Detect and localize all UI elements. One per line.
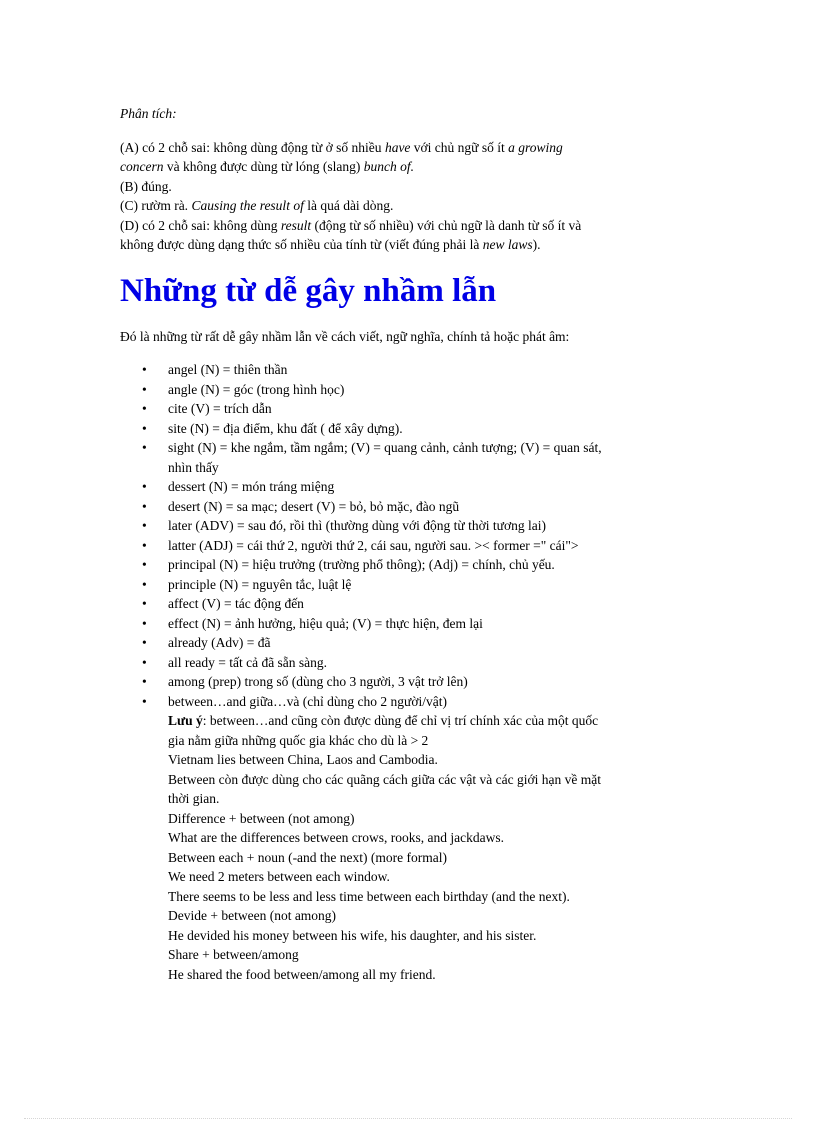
list-item <box>120 477 695 497</box>
bullet-icon: • <box>142 479 147 494</box>
note-line: There seems to be less and less time between each birthday (and the next). <box>168 888 570 904</box>
bullet-icon: • <box>142 518 147 533</box>
list-item <box>120 653 695 673</box>
note-line: What are the differences between crows, rooks, and jackdaws. <box>168 830 504 845</box>
bullet-icon: • <box>142 674 147 689</box>
list-item <box>120 672 695 692</box>
list-item-text: latter (ADJ) = cái thứ 2, người thứ 2, cái sau, người sau. >< former =" cái"> <box>168 537 579 553</box>
list-item-text: sight (N) = khe ngắm, tầm ngắm; (V) = quang cảnh, cảnh tượng; (V) = quan sát, <box>168 440 602 455</box>
list-item-text: between…and giữa…và (chỉ dùng cho 2 người/vật) <box>168 693 447 709</box>
list-item-text: affect (V) = tác động đến <box>168 596 304 611</box>
bullet-icon: • <box>142 537 147 553</box>
note-first-line: Lưu ý: between…and cũng còn được dùng để chỉ vị trí chính xác của một quốc <box>168 713 599 728</box>
note-line: He devided his money between his wife, his daughter, and his sister. <box>168 927 537 943</box>
list-item-text: site (N) = địa điểm, khu đất ( để xây dựng). <box>168 420 403 436</box>
analysis-heading: Phân tích: <box>120 106 177 121</box>
list-item <box>120 594 695 614</box>
bullet-icon: • <box>142 615 147 631</box>
bullet-icon: • <box>142 693 147 709</box>
note-line: Difference + between (not among) <box>168 810 355 826</box>
note-line: gia nằm giữa những quốc gia khác cho dù là > 2 <box>168 732 429 748</box>
bullet-icon: • <box>142 381 147 397</box>
list-item-text: effect (N) = ảnh hưởng, hiệu quả; (V) = thực hiện, đem lại <box>168 615 483 631</box>
note-lines <box>120 731 695 985</box>
list-item-text: all ready = tất cả đã sẵn sàng. <box>168 654 328 670</box>
list-item <box>120 516 695 536</box>
analysis-a-line1: (A) có 2 chỗ sai: không dùng động từ ở số nhiều have với chủ ngữ số ít a growing <box>120 139 563 155</box>
note-line: Between each + noun (-and the next) (more formal) <box>168 849 447 865</box>
bullet-icon: • <box>142 576 147 592</box>
bullet-icon: • <box>142 440 147 455</box>
note-line: thời gian. <box>168 791 220 806</box>
list-item <box>120 555 695 575</box>
list-item-text: among (prep) trong số (dùng cho 3 người, 3 vật trở lên) <box>168 674 468 689</box>
list-item-text: already (Adv) = đã <box>168 635 271 650</box>
analysis-a-line2: concern và không được dùng từ lóng (slang) bunch of. <box>120 159 414 174</box>
note-line: Share + between/among <box>168 947 299 962</box>
list-item <box>120 614 695 634</box>
list-item <box>120 575 695 595</box>
note-line: Devide + between (not among) <box>168 908 337 923</box>
bullet-icon: • <box>142 401 147 416</box>
page-bottom-rule <box>24 1118 792 1119</box>
bullet-icon: • <box>142 362 147 377</box>
bullet-icon: • <box>142 420 147 436</box>
bullet-icon: • <box>142 498 147 514</box>
bullet-icon: • <box>142 596 147 611</box>
list-item-text-continued: nhìn thấy <box>168 459 219 475</box>
list-item <box>120 497 695 517</box>
section-intro: Đó là những từ rất dễ gây nhầm lẫn về cách viết, ngữ nghĩa, chính tả hoặc phát âm: <box>120 328 570 344</box>
note-line: He shared the food between/among all my friend. <box>168 966 436 982</box>
list-item-text: principal (N) = hiệu trưởng (trường phổ thông); (Adj) = chính, chủ yếu. <box>168 557 555 572</box>
list-item-text: desert (N) = sa mạc; desert (V) = bỏ, bỏ mặc, đào ngũ <box>168 498 460 514</box>
analysis-b: (B) đúng. <box>120 178 172 194</box>
list-item-text: principle (N) = nguyên tắc, luật lệ <box>168 576 352 592</box>
list-item-text: later (ADV) = sau đó, rồi thì (thường dùng với động từ thời tương lai) <box>168 518 546 533</box>
list-item <box>120 633 695 653</box>
list-item-text: dessert (N) = món tráng miệng <box>168 479 335 494</box>
note-line: Between còn được dùng cho các quãng cách giữa các vật và các giới hạn về mặt <box>168 771 601 787</box>
list-item <box>120 536 695 556</box>
list-item-text: angel (N) = thiên thần <box>168 362 288 377</box>
bullet-icon: • <box>142 557 147 572</box>
bullet-icon: • <box>142 635 147 650</box>
word-list <box>120 360 695 711</box>
analysis-d-line1: (D) có 2 chỗ sai: không dùng result (động từ số nhiều) với chủ ngữ là danh từ số ít và <box>120 217 582 233</box>
list-item <box>120 419 695 439</box>
page-content <box>120 104 695 984</box>
list-item <box>120 399 695 419</box>
list-item <box>120 692 695 712</box>
list-item-text: cite (V) = trích dẫn <box>168 401 272 416</box>
analysis-d-line2: không được dùng dạng thức số nhiều của tính từ (viết đúng phải là new laws). <box>120 237 541 252</box>
list-item <box>120 380 695 400</box>
list-item <box>120 438 695 477</box>
note-line: Vietnam lies between China, Laos and Cambodia. <box>168 752 438 767</box>
section-title: Những từ dễ gây nhầm lẫn <box>120 272 497 309</box>
analysis-c: (C) rườm rà. Causing the result of là quá dài dòng. <box>120 198 394 213</box>
note-line: We need 2 meters between each window. <box>168 869 390 884</box>
list-item <box>120 360 695 380</box>
bullet-icon: • <box>142 654 147 670</box>
list-item-text: angle (N) = góc (trong hình học) <box>168 381 345 397</box>
